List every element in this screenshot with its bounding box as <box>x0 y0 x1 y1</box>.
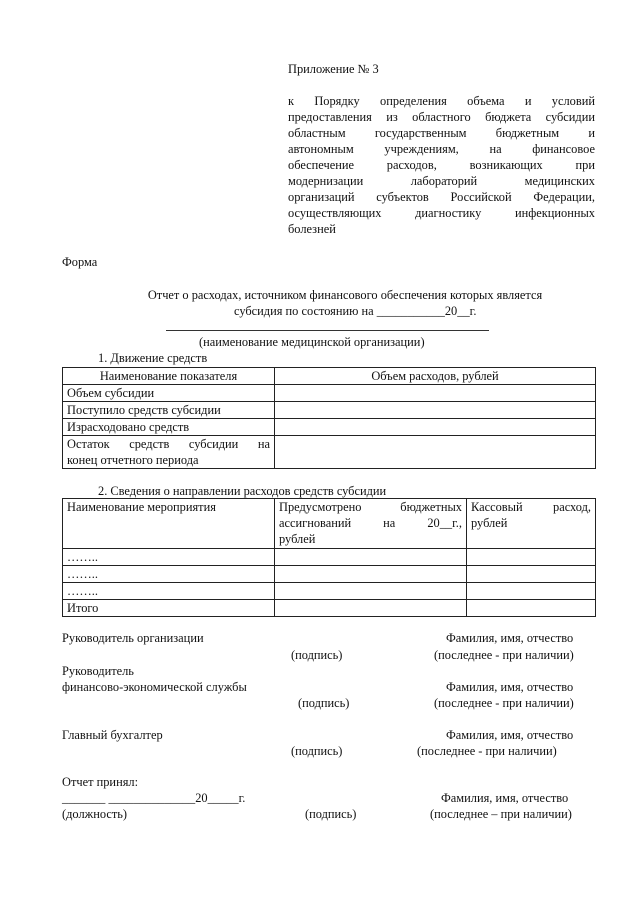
row-label: Израсходовано средств <box>63 419 275 436</box>
table-row <box>63 402 596 419</box>
appendix-line: болезней <box>288 222 336 236</box>
row-label: Объем субсидии <box>63 385 275 402</box>
accepted-label: Отчет принял: <box>62 775 139 789</box>
accepted-date: _______ ______________20_____г. <box>62 791 246 805</box>
section1-title: 1. Движение средств <box>98 351 208 365</box>
column-header <box>275 499 467 549</box>
table-row <box>63 385 596 402</box>
column-header: Наименование мероприятия <box>63 499 275 549</box>
value-cell[interactable] <box>275 549 467 566</box>
value-cell[interactable] <box>275 385 596 402</box>
accepted-sign: (подпись) <box>305 807 357 821</box>
org-caption: (наименование медицинской организации) <box>199 335 425 349</box>
acc-sign: (подпись) <box>291 744 343 758</box>
form-label: Форма <box>62 255 98 269</box>
table-row <box>63 549 596 566</box>
value-cell[interactable] <box>467 566 596 583</box>
fin-fio: Фамилия, имя, отчество <box>446 680 574 694</box>
report-title-line1: Отчет о расходах, источником финансового обеспечения которых является <box>147 288 543 302</box>
appendix-title: Приложение № 3 <box>288 62 379 76</box>
row-label: Итого <box>63 600 275 617</box>
head-fio-note: (последнее - при наличии) <box>434 648 574 662</box>
head-fio: Фамилия, имя, отчество <box>446 631 574 645</box>
table-row-total <box>63 600 596 617</box>
column-header: Наименование показателя <box>63 368 275 385</box>
appendix-line: организаций субъектов Российской Федерации, <box>288 190 595 204</box>
value-cell[interactable] <box>275 436 596 469</box>
appendix-line: областным государственным бюджетным и <box>288 126 595 140</box>
table-header-row <box>63 499 596 549</box>
movement-table <box>62 367 596 469</box>
row-label: …….. <box>63 583 275 600</box>
row-label: …….. <box>63 566 275 583</box>
appendix-line: к Порядку определения объема и условий <box>288 94 595 108</box>
table-row <box>63 419 596 436</box>
header-line: ассигнований на 20__г., <box>279 516 462 530</box>
org-name-line <box>166 330 489 331</box>
appendix-line: обеспечение расходов, возникающих при <box>288 158 595 172</box>
head-sign: (подпись) <box>291 648 343 662</box>
fin-fio-note: (последнее - при наличии) <box>434 696 574 710</box>
acc-label: Главный бухгалтер <box>62 728 163 742</box>
acc-fio-note: (последнее - при наличии) <box>417 744 557 758</box>
head-label: Руководитель организации <box>62 631 204 645</box>
row-label: …….. <box>63 549 275 566</box>
accepted-position: (должность) <box>62 807 128 821</box>
value-cell[interactable] <box>275 600 467 617</box>
value-cell[interactable] <box>275 419 596 436</box>
fin-label-line2: финансово-экономической службы <box>62 680 247 694</box>
accepted-fio-note: (последнее – при наличии) <box>430 807 572 821</box>
value-cell[interactable] <box>275 583 467 600</box>
value-cell[interactable] <box>467 583 596 600</box>
table-header-row <box>63 368 596 385</box>
header-line: рублей <box>471 516 508 530</box>
section2-title: 2. Сведения о направлении расходов средств субсидии <box>98 484 387 498</box>
appendix-line: осуществляющих диагностику инфекционных <box>288 206 595 220</box>
acc-fio: Фамилия, имя, отчество <box>446 728 574 742</box>
appendix-line: модернизации лабораторий медицинских <box>288 174 595 188</box>
column-header <box>467 499 596 549</box>
row-label-line: конец отчетного периода <box>67 453 199 467</box>
value-cell[interactable] <box>467 549 596 566</box>
header-line: Кассовый расход, <box>471 500 591 514</box>
table-row <box>63 436 596 469</box>
row-label: Поступило средств субсидии <box>63 402 275 419</box>
table-row <box>63 583 596 600</box>
expenses-table <box>62 498 596 617</box>
fin-sign: (подпись) <box>298 696 350 710</box>
appendix-line: предоставления из областного бюджета субсидии <box>288 110 595 124</box>
header-line: Предусмотрено бюджетных <box>279 500 462 514</box>
header-line: рублей <box>279 532 316 546</box>
table-row <box>63 566 596 583</box>
value-cell[interactable] <box>275 402 596 419</box>
report-title-line2: субсидия по состоянию на ___________20__г. <box>234 304 477 318</box>
fin-label-line1: Руководитель <box>62 664 134 678</box>
value-cell[interactable] <box>467 600 596 617</box>
accepted-fio: Фамилия, имя, отчество <box>441 791 569 805</box>
value-cell[interactable] <box>275 566 467 583</box>
appendix-line: автономным учреждениям, на финансовое <box>288 142 595 156</box>
row-label <box>63 436 275 469</box>
row-label-line: Остаток средств субсидии на <box>67 437 270 451</box>
column-header: Объем расходов, рублей <box>275 368 596 385</box>
